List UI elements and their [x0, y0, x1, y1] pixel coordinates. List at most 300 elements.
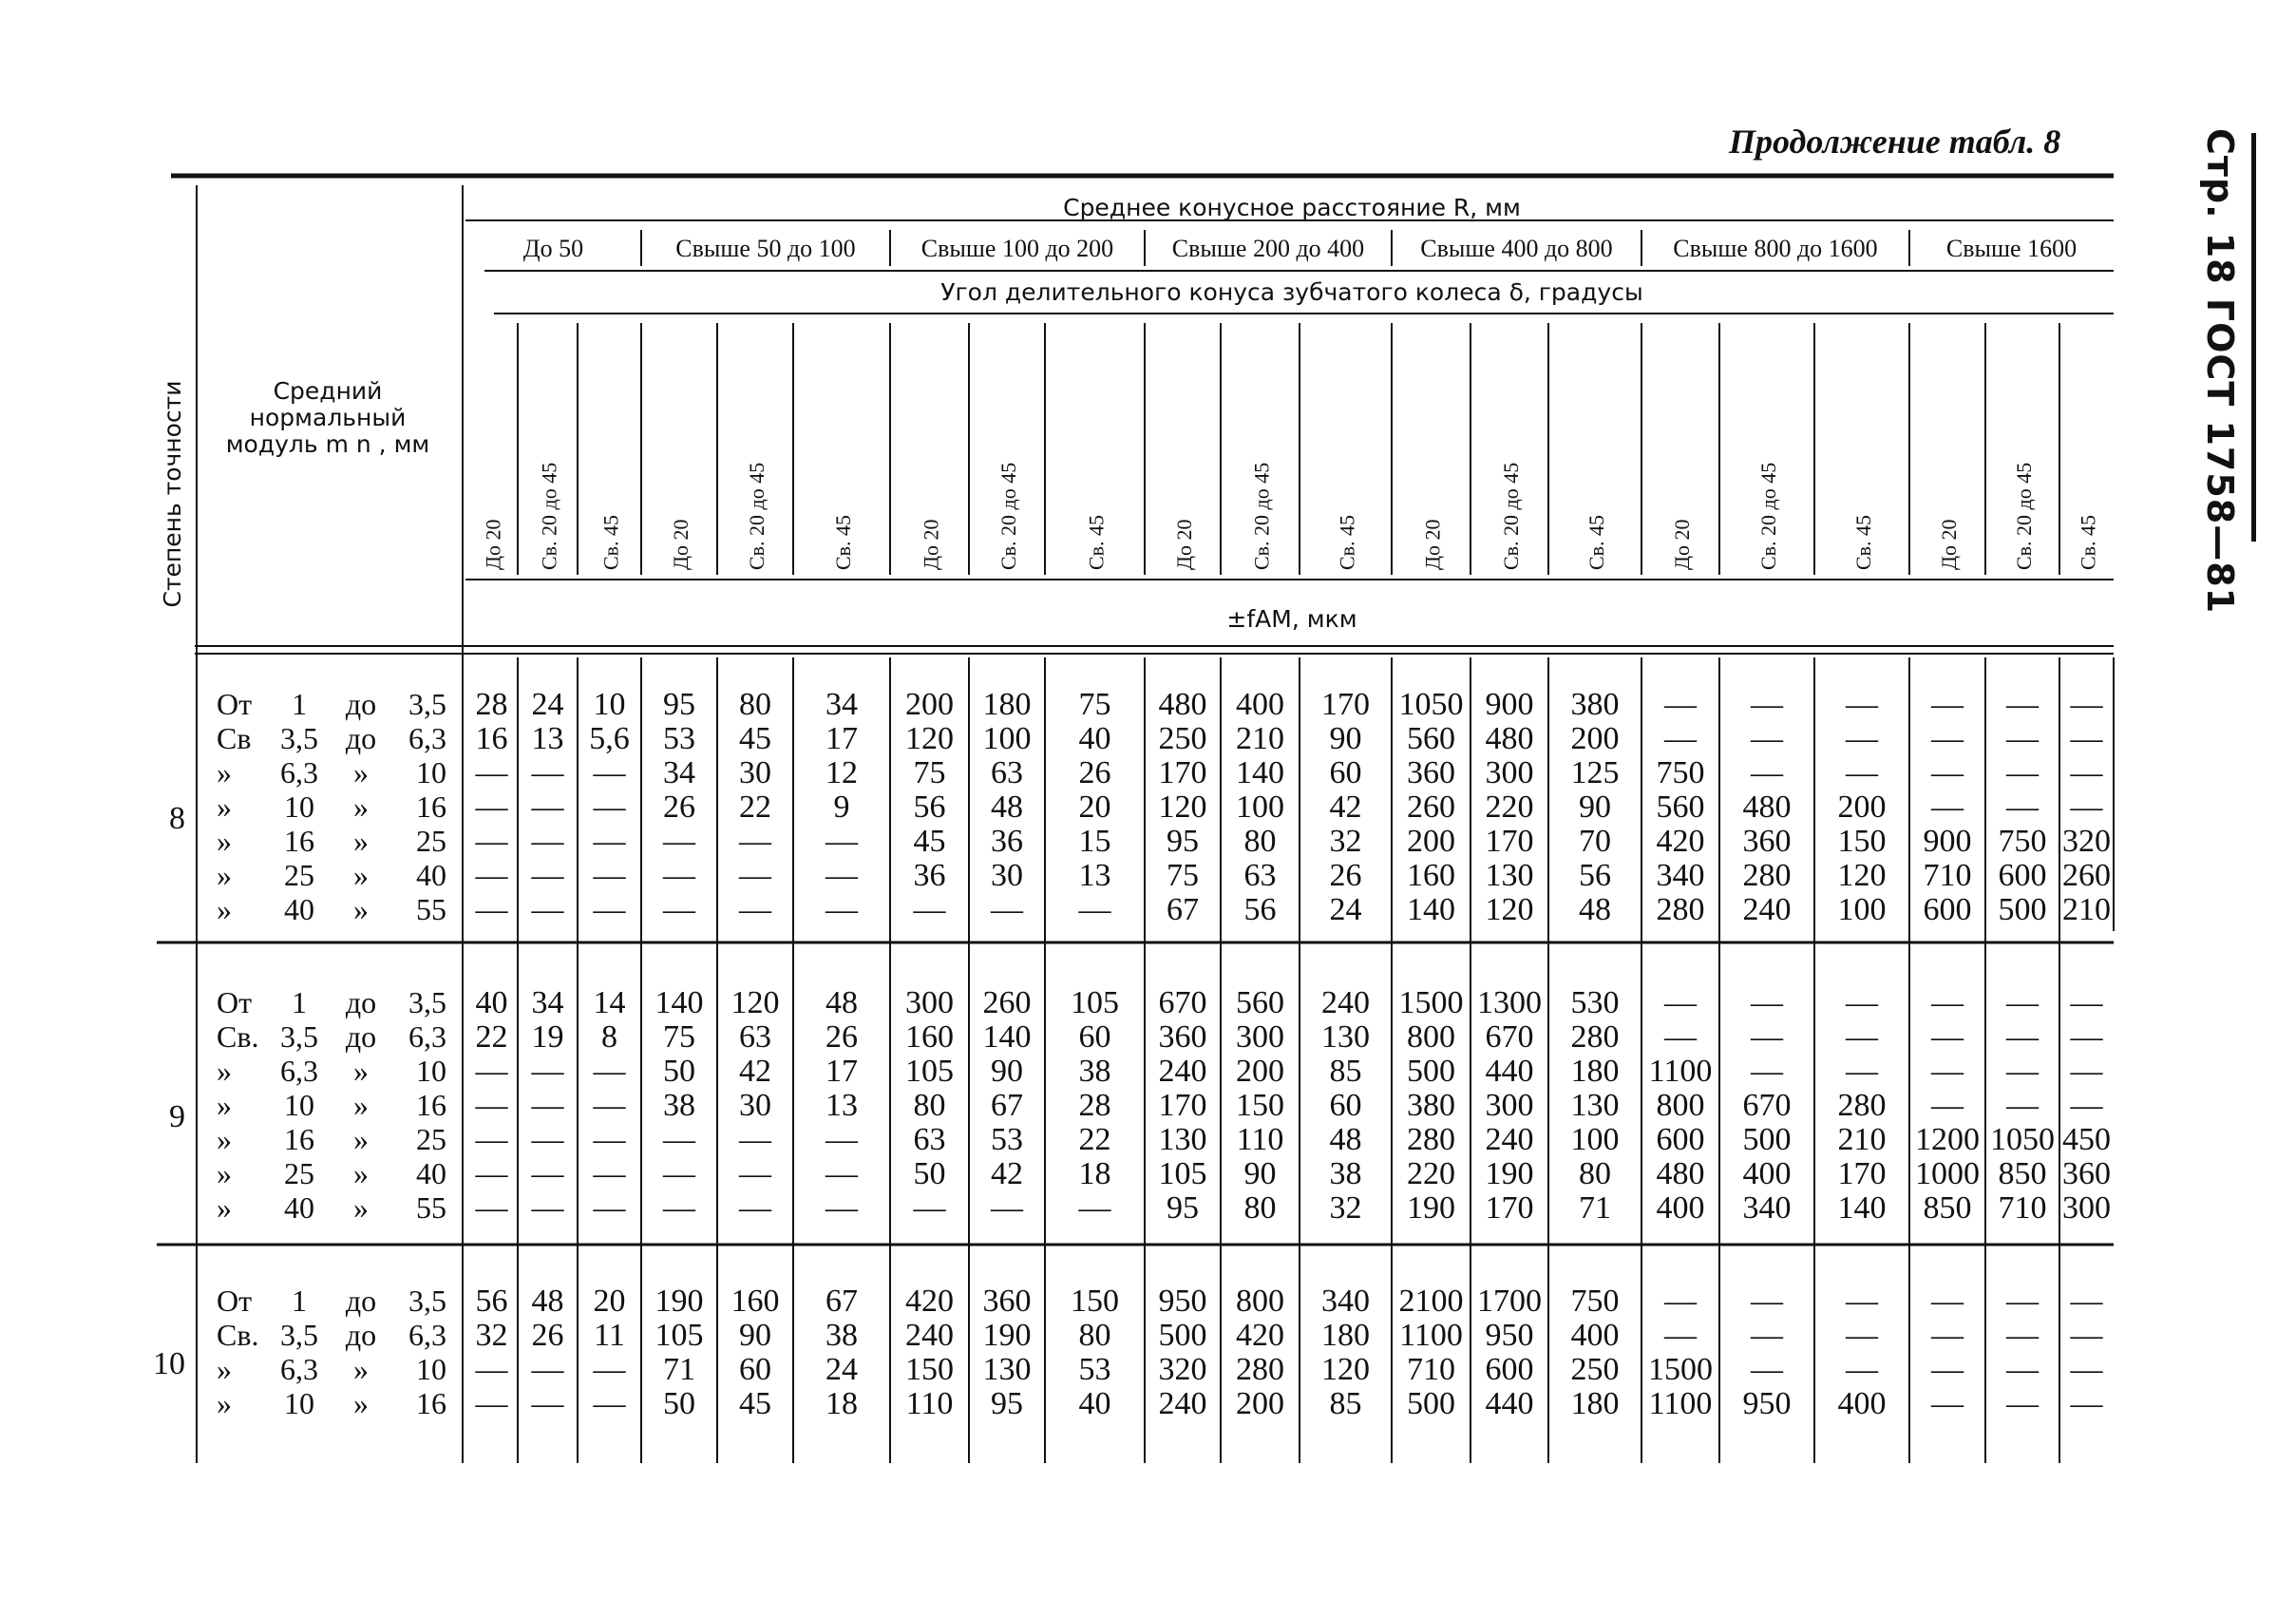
module-prefix: От	[217, 985, 253, 1019]
table-cell: —	[593, 1054, 626, 1089]
module-to: 6,3	[408, 1019, 446, 1054]
table-cell: —	[1931, 1386, 1964, 1421]
table-cell: 500	[1998, 892, 2047, 927]
angle-subcol-label: До 20	[481, 519, 505, 570]
table-cell: 17	[825, 721, 858, 756]
table-cell: 560	[1407, 721, 1455, 756]
module-connector: до	[345, 1284, 377, 1318]
table-cell: 42	[739, 1054, 771, 1089]
table-cell: 140	[1837, 1190, 1887, 1226]
table-cell: 140	[1407, 892, 1455, 927]
table-cell: —	[1751, 1318, 1783, 1353]
table-cell: 380	[1407, 1088, 1455, 1123]
unit-header-text: ±fAM, мкм	[1226, 605, 1357, 633]
table-cell: —	[531, 1054, 564, 1089]
table-cell: 40	[1078, 1386, 1111, 1421]
table-cell: 60	[1329, 755, 1362, 790]
table-cell: 340	[1321, 1284, 1370, 1319]
group-header-text: Среднее конусное расстояние R, мм	[1063, 194, 1521, 221]
table-cell: 63	[1243, 858, 1277, 893]
module-from: 3,5	[280, 1019, 318, 1054]
module-connector: »	[353, 824, 369, 858]
module-prefix: »	[217, 892, 232, 926]
table-cell: 75	[913, 755, 946, 790]
module-connector: »	[353, 789, 369, 824]
table-cell: 22	[475, 1019, 508, 1055]
table-cell: 360	[1407, 755, 1455, 790]
table-cell: 5,6	[589, 721, 630, 756]
table-cell: 120	[1485, 892, 1534, 927]
table-cell: —	[1931, 985, 1964, 1020]
table-cell: 260	[1407, 789, 1455, 825]
table-cell: —	[593, 1156, 626, 1191]
table-cell: 105	[1158, 1156, 1207, 1191]
module-connector: до	[345, 721, 377, 755]
module-from: 3,5	[280, 1318, 318, 1352]
table-cell: 170	[1837, 1156, 1887, 1191]
table-cell: 26	[663, 789, 695, 825]
angle-subcol-label: Св. 45	[598, 514, 623, 570]
table-cell: 1500	[1648, 1352, 1713, 1387]
table-cell: 60	[1329, 1088, 1362, 1123]
table-cell: 60	[1078, 1019, 1111, 1055]
module-header-text: модуль m n , мм	[225, 430, 430, 458]
table-cell: 8	[601, 1019, 617, 1055]
table-cell: —	[1846, 755, 1878, 790]
table-cell: —	[2070, 755, 2103, 790]
table-cell: —	[1664, 985, 1697, 1020]
module-to: 10	[416, 755, 446, 789]
table-cell: —	[531, 1386, 564, 1421]
module-prefix: »	[217, 1386, 232, 1420]
table-cell: 170	[1485, 824, 1534, 859]
module-from: 3,5	[280, 721, 318, 755]
table-cell: 24	[1329, 892, 1362, 927]
table-cell: —	[1931, 687, 1964, 722]
table-cell: —	[1931, 1352, 1964, 1387]
table-cell: 56	[1243, 892, 1277, 927]
table-cell: 42	[1329, 789, 1362, 825]
table-cell: 85	[1329, 1054, 1362, 1089]
angle-subcol-label: Св. 20 до 45	[996, 462, 1020, 570]
table-cell: 36	[913, 858, 946, 893]
table-cell: 75	[1167, 858, 1199, 893]
table-cell: —	[825, 892, 858, 927]
table-cell: 38	[663, 1088, 695, 1123]
angle-subcol-label: Св. 20 до 45	[537, 462, 561, 570]
table-cell: 50	[663, 1386, 695, 1421]
table-cell: —	[663, 1122, 695, 1157]
table-cell: 56	[475, 1284, 508, 1319]
table-cell: —	[1931, 721, 1964, 756]
table-cell: 1200	[1915, 1122, 1980, 1157]
table-cell: 1050	[1398, 687, 1464, 722]
table-cell: 26	[1329, 858, 1362, 893]
table-cell: 950	[1158, 1284, 1207, 1319]
table-cell: 42	[991, 1156, 1023, 1191]
table-cell: 420	[905, 1284, 954, 1319]
table-cell: —	[739, 824, 771, 859]
table-cell: 13	[1078, 858, 1111, 893]
module-from: 6,3	[280, 1054, 318, 1088]
table-cell: 200	[1837, 789, 1887, 825]
table-cell: 800	[1407, 1019, 1455, 1055]
table-cell: 10	[593, 687, 626, 722]
table-cell: —	[475, 1190, 508, 1226]
table-cell: 150	[1837, 824, 1887, 859]
table-cell: 95	[1167, 1190, 1199, 1226]
module-prefix: »	[217, 1122, 232, 1156]
table-cell: 1100	[1399, 1318, 1463, 1353]
table-cell: 320	[1158, 1352, 1207, 1387]
module-to: 3,5	[408, 985, 446, 1019]
table-cell: 360	[1742, 824, 1792, 859]
table-cell: 34	[531, 985, 564, 1020]
table-cell: 53	[1078, 1352, 1111, 1387]
table-cell: 340	[1742, 1190, 1792, 1226]
table-cell: 180	[1321, 1318, 1370, 1353]
angle-subcol-label: До 20	[1670, 519, 1694, 570]
table-cell: —	[1751, 1352, 1783, 1387]
table-cell: —	[1751, 687, 1783, 722]
table-cell: —	[1846, 985, 1878, 1020]
table-cell: 105	[655, 1318, 704, 1353]
table-cell: —	[531, 892, 564, 927]
module-connector: »	[353, 1190, 369, 1225]
table-cell: 71	[663, 1352, 695, 1387]
table-cell: —	[1931, 1318, 1964, 1353]
table-cell: 300	[1236, 1019, 1284, 1055]
angle-subcol-label: Св. 20 до 45	[1756, 462, 1780, 570]
table-cell: 48	[531, 1284, 564, 1319]
table-cell: —	[2070, 1284, 2103, 1319]
table-cell: 530	[1570, 985, 1620, 1020]
table-cell: —	[825, 1156, 858, 1191]
distance-range-label: Свыше 100 до 200	[920, 235, 1114, 262]
table-cell: 1050	[1990, 1122, 2055, 1157]
table-cell: —	[1931, 1088, 1964, 1123]
table-cell: —	[593, 755, 626, 790]
module-prefix: »	[217, 1352, 232, 1386]
table-cell: 110	[1236, 1122, 1284, 1157]
table-cell: —	[2070, 1054, 2103, 1089]
table-cell: —	[2070, 1019, 2103, 1055]
module-to: 55	[416, 1190, 446, 1225]
table-cell: —	[1078, 892, 1111, 927]
table-cell: 240	[1158, 1054, 1207, 1089]
module-prefix: »	[217, 1088, 232, 1122]
table-cell: —	[475, 1386, 508, 1421]
table-cell: —	[991, 1190, 1023, 1226]
table-cell: 20	[1078, 789, 1111, 825]
table-cell: 140	[655, 985, 704, 1020]
table-cell: 160	[905, 1019, 954, 1055]
module-connector: »	[353, 1122, 369, 1156]
table-cell: 200	[1570, 721, 1620, 756]
table-cell: —	[913, 892, 946, 927]
table-cell: —	[1846, 1019, 1878, 1055]
angle-subcol-label: Св. 20 до 45	[745, 462, 768, 570]
table-cell: —	[2006, 1352, 2039, 1387]
table-cell: 50	[913, 1156, 946, 1191]
table-cell: —	[1664, 1284, 1697, 1319]
module-to: 16	[416, 1386, 446, 1420]
angle-subcol-label: До 20	[1172, 519, 1196, 570]
table-cell: —	[593, 1088, 626, 1123]
table-cell: 48	[825, 985, 858, 1020]
table-cell: 210	[1837, 1122, 1887, 1157]
table-cell: 38	[1329, 1156, 1362, 1191]
accuracy-grade: 10	[153, 1346, 185, 1381]
module-to: 25	[416, 824, 446, 858]
table-cell: 950	[1485, 1318, 1534, 1353]
table-cell: —	[1846, 721, 1878, 756]
table-cell: 710	[1998, 1190, 2047, 1226]
table-cell: 220	[1407, 1156, 1455, 1191]
table-cell: 240	[1158, 1386, 1207, 1421]
table-cell: —	[2006, 755, 2039, 790]
table-cell: —	[1931, 1054, 1964, 1089]
table-cell: —	[739, 858, 771, 893]
table-cell: —	[2070, 1386, 2103, 1421]
table-cell: 100	[1236, 789, 1284, 825]
table-cell: 300	[1485, 755, 1534, 790]
table-cell: 45	[913, 824, 946, 859]
angle-subcol-label: Св. 45	[2076, 514, 2100, 570]
table-cell: 75	[663, 1019, 695, 1055]
table-cell: —	[475, 1352, 508, 1387]
table-cell: —	[2006, 687, 2039, 722]
table-cell: 1000	[1915, 1156, 1980, 1191]
table-cell: 56	[1579, 858, 1611, 893]
table-cell: 160	[731, 1284, 780, 1319]
table-cell: 600	[1656, 1122, 1705, 1157]
table-cell: 420	[1656, 824, 1705, 859]
table-cell: 70	[1579, 824, 1611, 859]
table-cell: 600	[1923, 892, 1972, 927]
table-cell: 63	[739, 1019, 771, 1055]
table-cell: 480	[1485, 721, 1534, 756]
table-cell: 130	[1485, 858, 1534, 893]
table-cell: —	[2006, 1284, 2039, 1319]
table-cell: 90	[1579, 789, 1611, 825]
table-cell: —	[1751, 1019, 1783, 1055]
table-cell: 200	[1236, 1386, 1284, 1421]
table-cell: 240	[1321, 985, 1370, 1020]
module-to: 3,5	[408, 1284, 446, 1318]
table-cell: 15	[1078, 824, 1111, 859]
module-prefix: Св.	[217, 1019, 259, 1054]
table-cell: —	[475, 892, 508, 927]
table-cell: 400	[1742, 1156, 1792, 1191]
table-cell: —	[825, 1122, 858, 1157]
module-prefix: »	[217, 755, 232, 789]
module-from: 1	[292, 687, 307, 721]
table-cell: 480	[1656, 1156, 1705, 1191]
table-cell: —	[663, 1190, 695, 1226]
table-cell: —	[913, 1190, 946, 1226]
table-cell: 63	[913, 1122, 946, 1157]
table-cell: —	[475, 858, 508, 893]
table-cell: —	[475, 1088, 508, 1123]
table-cell: —	[531, 1352, 564, 1387]
table-cell: 480	[1158, 687, 1207, 722]
table-cell: 360	[982, 1284, 1032, 1319]
table-cell: —	[2070, 985, 2103, 1020]
table-cell: —	[2070, 687, 2103, 722]
table-cell: —	[2070, 721, 2103, 756]
table-cell: 210	[2062, 892, 2111, 927]
angle-subcol-label: Св. 20 до 45	[1499, 462, 1523, 570]
table-cell: —	[1751, 1054, 1783, 1089]
module-to: 10	[416, 1054, 446, 1088]
angle-subcol-label: Св. 20 до 45	[2012, 462, 2036, 570]
accuracy-header-text: Степень точности	[159, 380, 186, 608]
module-prefix: Св.	[217, 1318, 259, 1352]
module-from: 10	[284, 789, 314, 824]
module-from: 40	[284, 892, 314, 926]
table-cell: 170	[1485, 1190, 1534, 1226]
table-cell: 90	[991, 1054, 1023, 1089]
table-cell: 710	[1407, 1352, 1455, 1387]
table-cell: 240	[1742, 892, 1792, 927]
distance-range-label: Свыше 1600	[1945, 235, 2078, 262]
table-cell: 180	[1570, 1386, 1620, 1421]
module-connector: »	[353, 1386, 369, 1420]
table-cell: —	[475, 824, 508, 859]
table-cell: 100	[982, 721, 1032, 756]
angle-subcol-label: Св. 45	[1584, 514, 1608, 570]
table-cell: 400	[1656, 1190, 1705, 1226]
table-cell: 120	[1837, 858, 1887, 893]
table-cell: 80	[913, 1088, 946, 1123]
distance-range-label: Свыше 800 до 1600	[1673, 235, 1878, 262]
table-cell: 56	[913, 789, 946, 825]
table-cell: 170	[1321, 687, 1370, 722]
table-cell: —	[475, 1054, 508, 1089]
table-cell: —	[1664, 1318, 1697, 1353]
table-cell: —	[2006, 1088, 2039, 1123]
table-cell: 180	[982, 687, 1032, 722]
module-to: 25	[416, 1122, 446, 1156]
table-cell: —	[1846, 1284, 1878, 1319]
module-from: 10	[284, 1088, 314, 1122]
module-prefix: »	[217, 1156, 232, 1190]
module-connector: »	[353, 892, 369, 926]
table-cell: 105	[1071, 985, 1119, 1020]
table-cell: 850	[1923, 1190, 1972, 1226]
table-cell: —	[2070, 1352, 2103, 1387]
table-cell: 170	[1158, 755, 1207, 790]
table-cell: 32	[1329, 1190, 1362, 1226]
table-cell: 75	[1078, 687, 1111, 722]
table-cell: —	[663, 824, 695, 859]
table-cell: —	[475, 755, 508, 790]
table-cell: —	[825, 824, 858, 859]
table-cell: —	[2070, 1088, 2103, 1123]
table-cell: 280	[1570, 1019, 1620, 1055]
table-cell: —	[531, 824, 564, 859]
table-cell: 400	[1570, 1318, 1620, 1353]
table-cell: 600	[1485, 1352, 1534, 1387]
table-cell: 80	[1243, 1190, 1277, 1226]
module-from: 1	[292, 985, 307, 1019]
table-cell: 125	[1570, 755, 1620, 790]
table-cell: —	[1751, 1284, 1783, 1319]
table-cell: —	[1846, 687, 1878, 722]
table-cell: —	[825, 858, 858, 893]
module-prefix: »	[217, 1190, 232, 1225]
table-cell: 150	[905, 1352, 954, 1387]
table-cell: 180	[1570, 1054, 1620, 1089]
table-cell: —	[593, 1190, 626, 1226]
table-cell: 45	[739, 1386, 771, 1421]
module-connector: »	[353, 1156, 369, 1190]
table-cell: 14	[593, 985, 626, 1020]
table-cell: 20	[593, 1284, 626, 1319]
module-connector: до	[345, 985, 377, 1019]
distance-range-label: Свыше 50 до 100	[675, 235, 856, 262]
table-cell: 420	[1236, 1318, 1284, 1353]
module-to: 40	[416, 1156, 446, 1190]
table-cell: 200	[1236, 1054, 1284, 1089]
table-cell: 12	[825, 755, 858, 790]
table-cell: 150	[1236, 1088, 1284, 1123]
table-cell: 130	[982, 1352, 1032, 1387]
table-cell: 140	[1236, 755, 1284, 790]
distance-range-label: Свыше 200 до 400	[1171, 235, 1365, 262]
table-cell: 240	[1485, 1122, 1534, 1157]
table-cell: 63	[991, 755, 1023, 790]
module-to: 6,3	[408, 721, 446, 755]
table-cell: —	[1664, 721, 1697, 756]
table-cell: 300	[1485, 1088, 1534, 1123]
table-cell: —	[531, 755, 564, 790]
table-cell: —	[593, 1352, 626, 1387]
table-cell: 18	[1078, 1156, 1111, 1191]
module-header-text: Средний	[273, 377, 383, 405]
table-cell: —	[825, 1190, 858, 1226]
table-cell: 800	[1656, 1088, 1705, 1123]
table-cell: 95	[991, 1386, 1023, 1421]
module-to: 40	[416, 858, 446, 892]
table-cell: 500	[1407, 1054, 1455, 1089]
table-cell: 750	[1656, 755, 1705, 790]
table-cell: 260	[2062, 858, 2111, 893]
table-cell: 120	[1158, 789, 1207, 825]
table-cell: 11	[594, 1318, 625, 1353]
table-cell: —	[593, 824, 626, 859]
page-reference-text: Стр. 18 ГОСТ 1758—81	[2199, 128, 2241, 615]
module-connector: »	[353, 1054, 369, 1088]
module-prefix: »	[217, 789, 232, 824]
table-cell: 80	[1078, 1318, 1111, 1353]
table-cell: 280	[1236, 1352, 1284, 1387]
table-cell: —	[1931, 755, 1964, 790]
table-cell: 2100	[1398, 1284, 1464, 1319]
table-cell: 13	[531, 721, 564, 756]
table-cell: 440	[1485, 1386, 1534, 1421]
table-cell: 670	[1158, 985, 1207, 1020]
table-cell: 320	[2062, 824, 2111, 859]
table-cell: —	[531, 1156, 564, 1191]
table-cell: 26	[825, 1019, 858, 1055]
table-cell: 950	[1742, 1386, 1792, 1421]
table-cell: 130	[1158, 1122, 1207, 1157]
table-cell: 240	[905, 1318, 954, 1353]
table-cell: —	[531, 858, 564, 893]
module-to: 10	[416, 1352, 446, 1386]
